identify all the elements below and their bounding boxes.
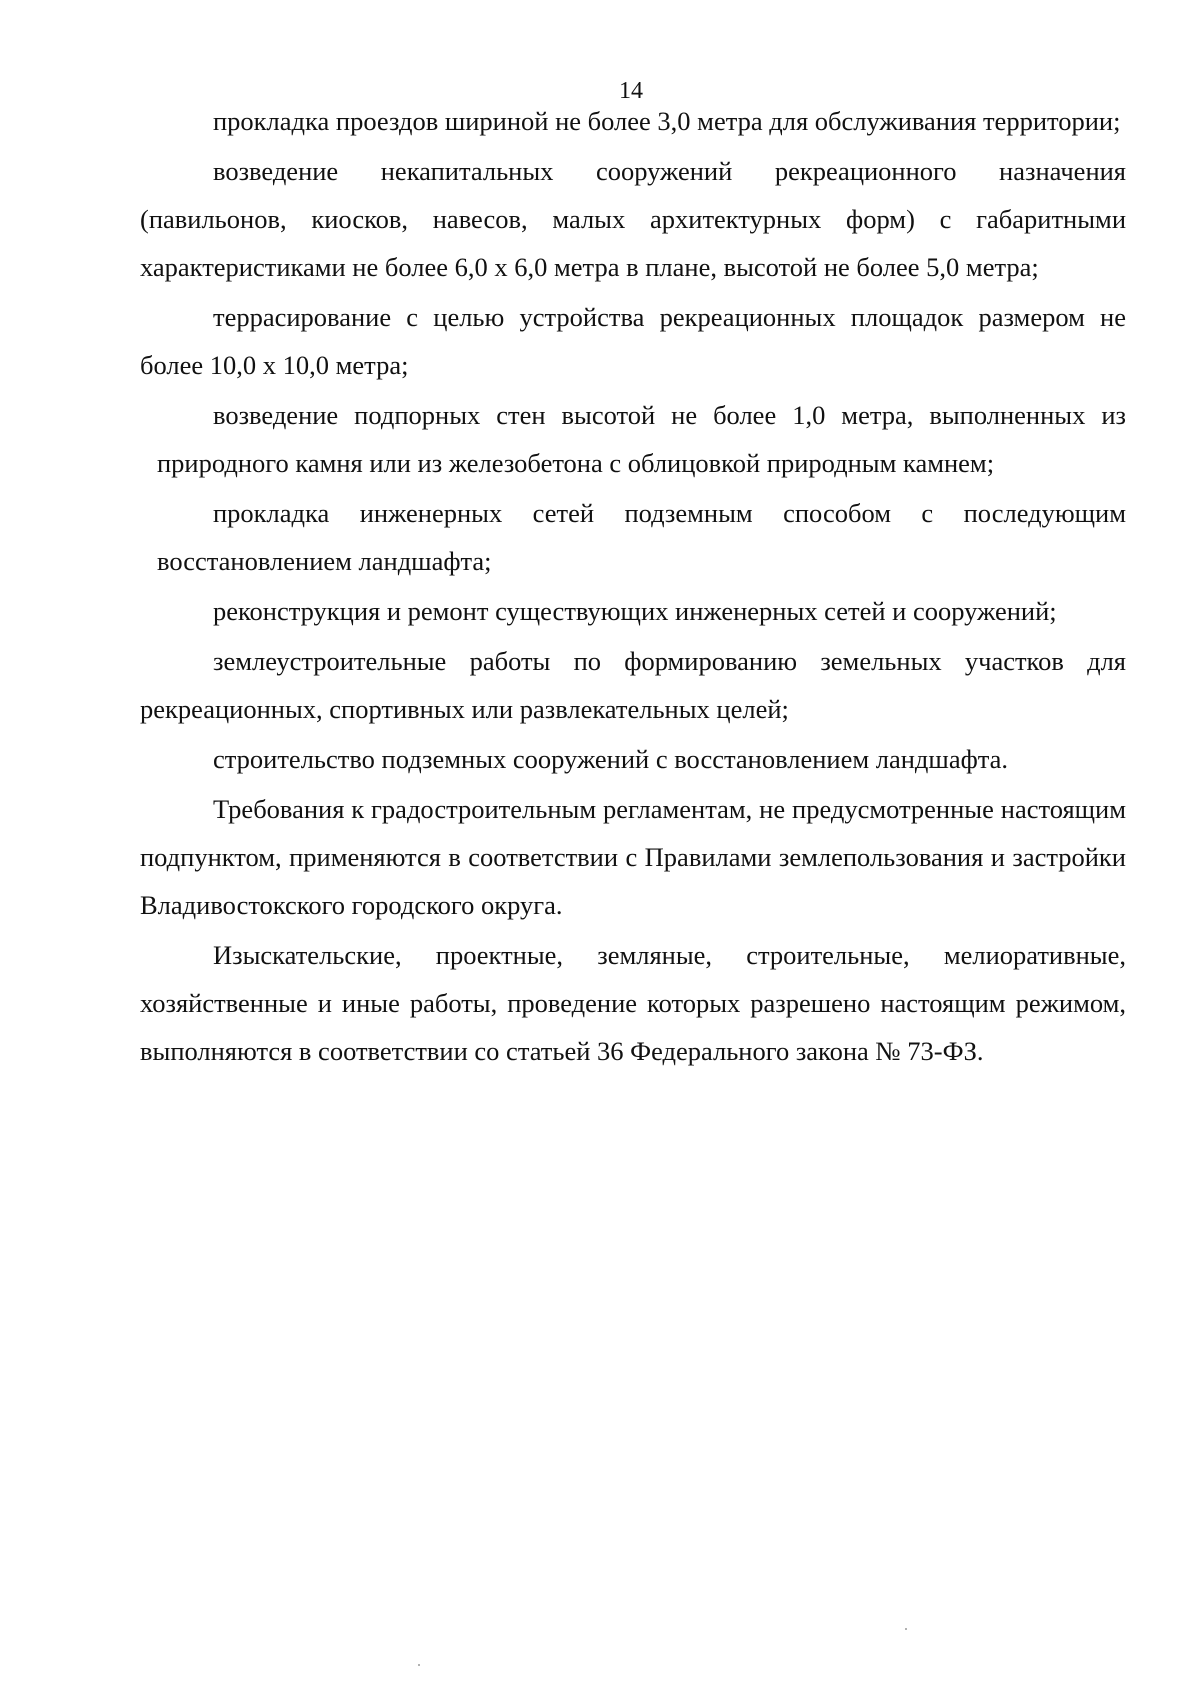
paragraph-survey-works: Изыскательские, проектные, земляные, строительные, мелиоративные, хозяйственные и иные работы, проведение которых разрешено настоящим режимом, выполняются в соответствии со статьей 36 Федерального закона № 73-ФЗ. <box>140 940 1126 1066</box>
paragraph-recreational-structures: возведение некапитальных сооружений рекреационного назначения (павильонов, киосков, навесов, малых архитектурных форм) с габаритными характеристиками не более 6,0 х 6,0 метра в плане, высотой не более 5,0 метра; <box>140 156 1126 282</box>
paragraph-retaining-walls: возведение подпорных стен высотой не более 1,0 метра, выполненных из природного камня или из железобетона с облицовкой природным камнем; <box>157 400 1126 478</box>
paragraph-requirements: Требования к градостроительным регламентам, не предусмотренные настоящим подпунктом, применяются в соответствии с Правилами землепользования и застройки Владивостокского городского округа. <box>140 794 1126 920</box>
paragraph-land-surveying: землеустроительные работы по формированию земельных участков для рекреационных, спортивных или развлекательных целей; <box>140 646 1126 724</box>
paragraph-terracing: террасирование с целью устройства рекреационных площадок размером не более 10,0 х 10,0 метра; <box>140 302 1126 380</box>
page-number: 14 <box>619 78 643 104</box>
paragraph-driveways: прокладка проездов шириной не более 3,0 метра для обслуживания территории; <box>213 106 1121 136</box>
scan-speck <box>905 1628 907 1630</box>
scan-speck <box>418 1664 420 1666</box>
paragraph-reconstruction: реконструкция и ремонт существующих инженерных сетей и сооружений; <box>213 596 1057 626</box>
paragraph-underground-construction: строительство подземных сооружений с восстановлением ландшафта. <box>213 744 1009 774</box>
paragraph-utility-networks: прокладка инженерных сетей подземным способом с последующим восстановлением ландшафта; <box>157 498 1126 576</box>
document-body <box>140 97 1126 1075</box>
